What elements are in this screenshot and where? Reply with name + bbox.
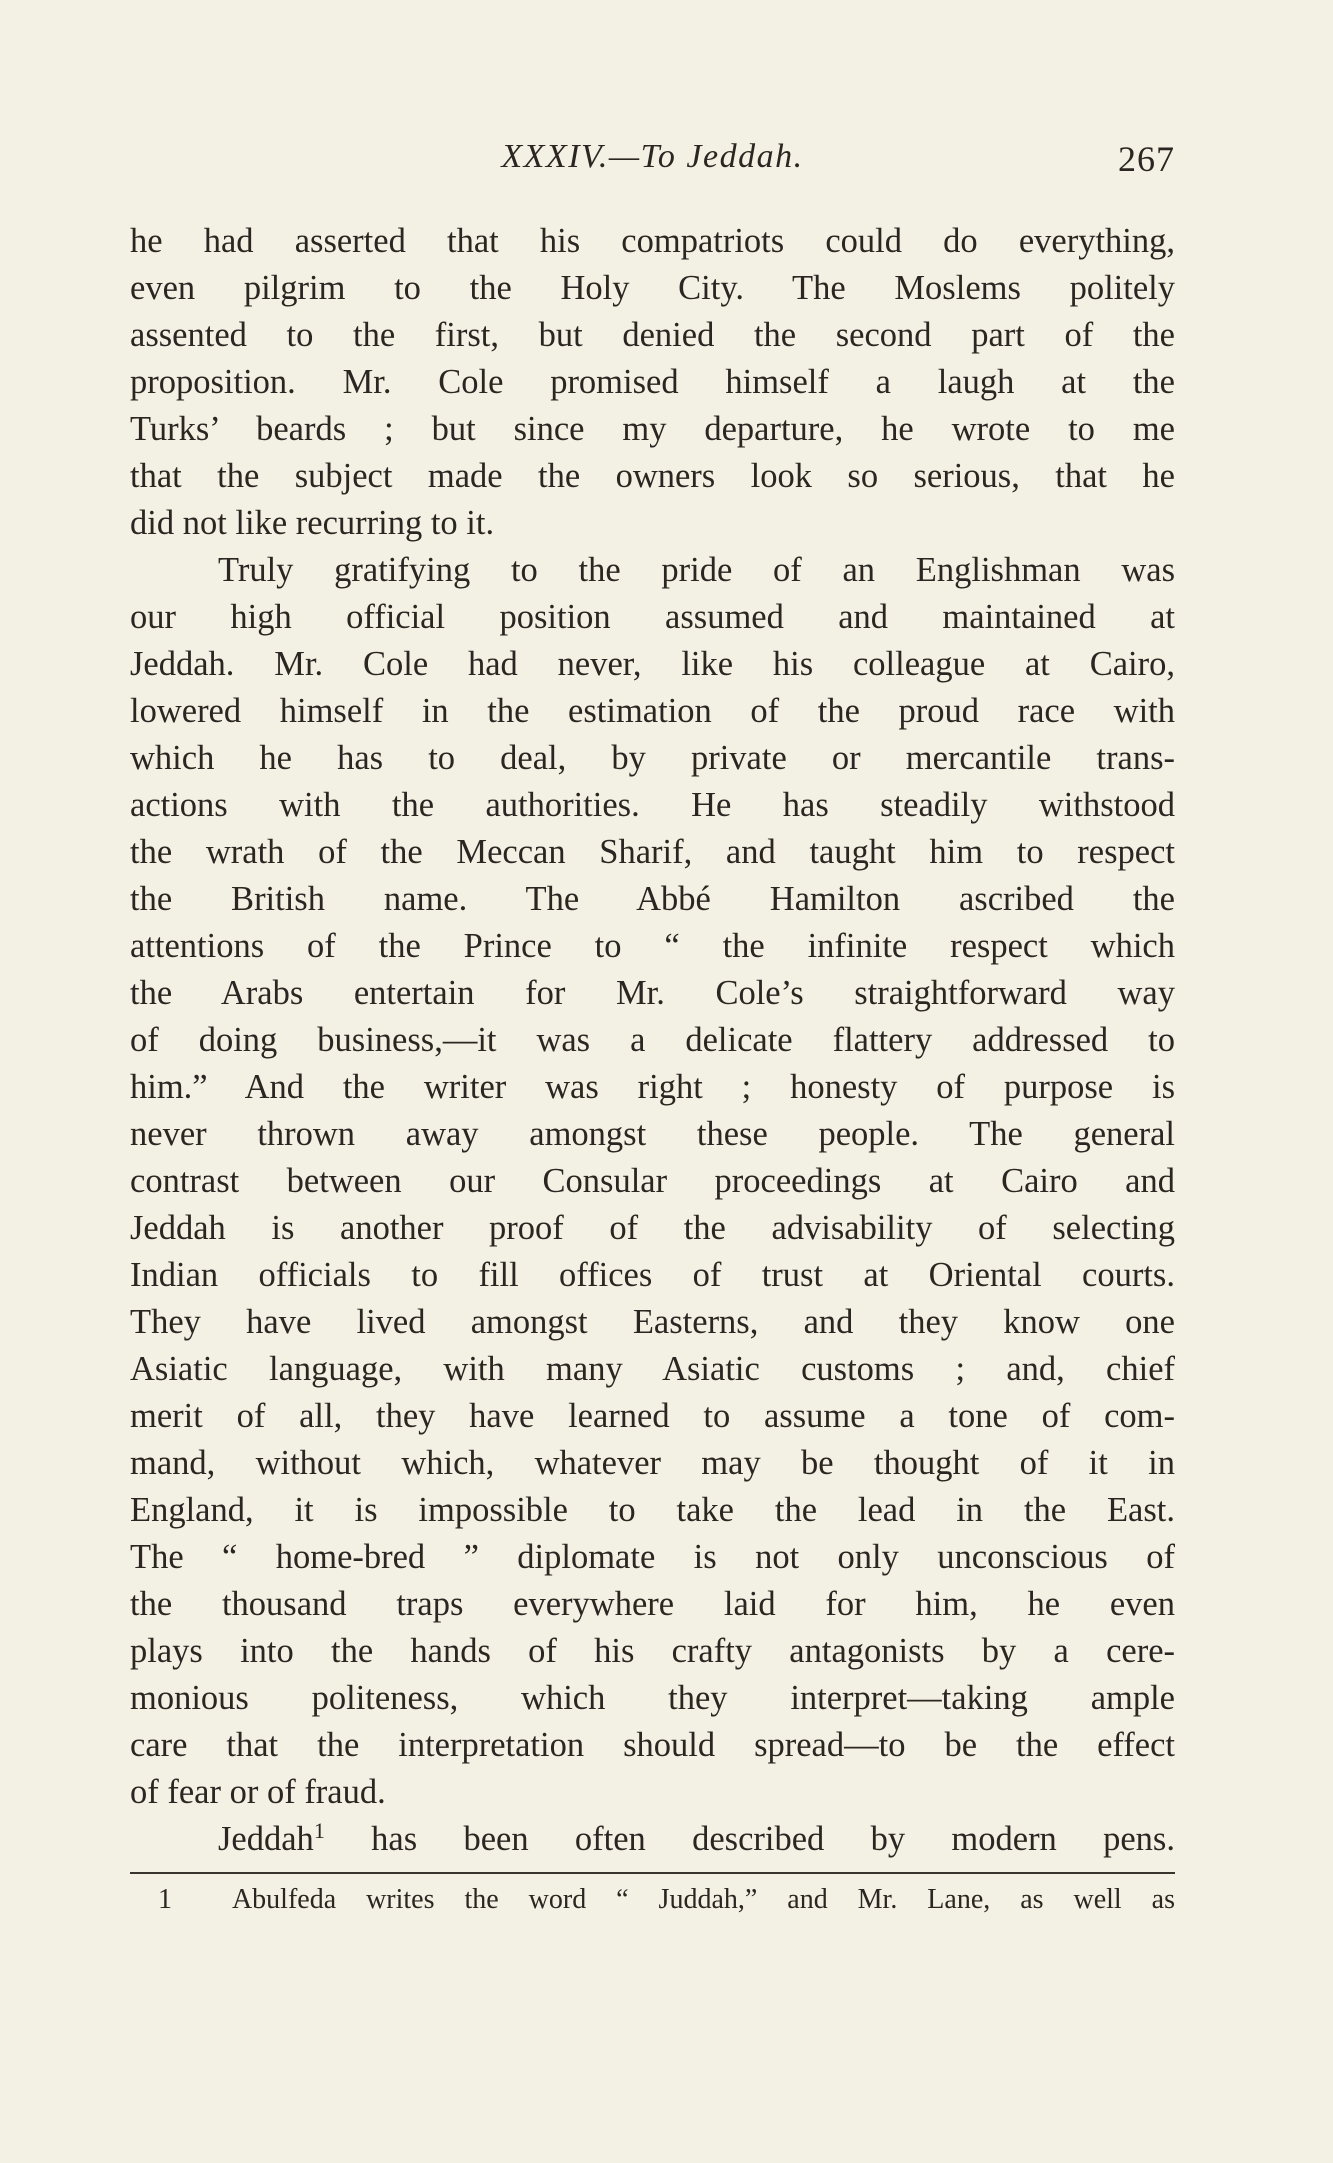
text-line: that the subject made the owners look so serious, that he [130,457,1175,495]
text-line: even pilgrim to the Holy City. The Moslems politely [130,269,1175,307]
text-line: Turks’ beards ; but since my departure, he wrote to me [130,410,1175,448]
body-text [130,218,1175,1863]
text-line: The “ home-bred ” diplomate is not only unconscious of [130,1538,1175,1576]
paragraph-start-line [130,1816,1175,1863]
text-line: our high official position assumed and maintained at [130,598,1175,636]
footnote-reference[interactable]: 1 [313,1818,325,1843]
text-line: monious politeness, which they interpret—taking ample [130,1679,1175,1717]
text-line: the Arabs entertain for Mr. Cole’s straightforward way [130,974,1175,1012]
paragraph-start-line: Truly gratifying to the pride of an Englishman was [218,551,1175,589]
text-line: the wrath of the Meccan Sharif, and taught him to respect [130,833,1175,871]
text-line: lowered himself in the estimation of the proud race with [130,692,1175,730]
footnote-rule [130,1872,1175,1874]
text-line: proposition. Mr. Cole promised himself a laugh at the [130,363,1175,401]
text-line: merit of all, they have learned to assume a tone of com- [130,1397,1175,1435]
text-line: the British name. The Abbé Hamilton ascribed the [130,880,1175,918]
text-line: assented to the first, but denied the second part of the [130,316,1175,354]
text-line: Jeddah. Mr. Cole had never, like his colleague at Cairo, [130,645,1175,683]
jeddah-word: Jeddah [218,1820,314,1858]
text-line: he had asserted that his compatriots could do everything, [130,222,1175,260]
text-line: actions with the authorities. He has steadily withstood [130,786,1175,824]
text-line: contrast between our Consular proceedings at Cairo and [130,1162,1175,1200]
text-line: plays into the hands of his crafty antagonists by a cere- [130,1632,1175,1670]
text-line: of fear or of fraud. [130,1773,386,1811]
footnote [158,1880,1175,1920]
text-line: which he has to deal, by private or mercantile trans- [130,739,1175,777]
running-head [130,138,1175,188]
final-line-text: has been often described by modern pens. [324,1820,1175,1858]
text-line: Jeddah is another proof of the advisability of selecting [130,1209,1175,1247]
text-line: never thrown away amongst these people. The general [130,1115,1175,1153]
text-line: They have lived amongst Easterns, and they know one [130,1303,1175,1341]
text-line: Asiatic language, with many Asiatic customs ; and, chief [130,1350,1175,1388]
text-line: England, it is impossible to take the lead in the East. [130,1491,1175,1529]
footnote-text: Abulfeda writes the word “ Juddah,” and Mr. Lane, as well as [231,1884,1175,1915]
text-line: of doing business,—it was a delicate flattery addressed to [130,1021,1175,1059]
text-line: mand, without which, whatever may be thought of it in [130,1444,1175,1482]
text-line: attentions of the Prince to “ the infinite respect which [130,927,1175,965]
footnote-number: 1 [158,1884,172,1915]
text-line: did not like recurring to it. [130,504,495,542]
page-number: 267 [1118,139,1175,179]
chapter-title: XXXIV.—To Jeddah. [501,138,804,175]
text-line: him.” And the writer was right ; honesty of purpose is [130,1068,1175,1106]
text-line: Indian officials to fill offices of trust at Oriental courts. [130,1256,1175,1294]
text-line: the thousand traps everywhere laid for him, he even [130,1585,1175,1623]
text-line: care that the interpretation should spread—to be the effect [130,1726,1175,1764]
